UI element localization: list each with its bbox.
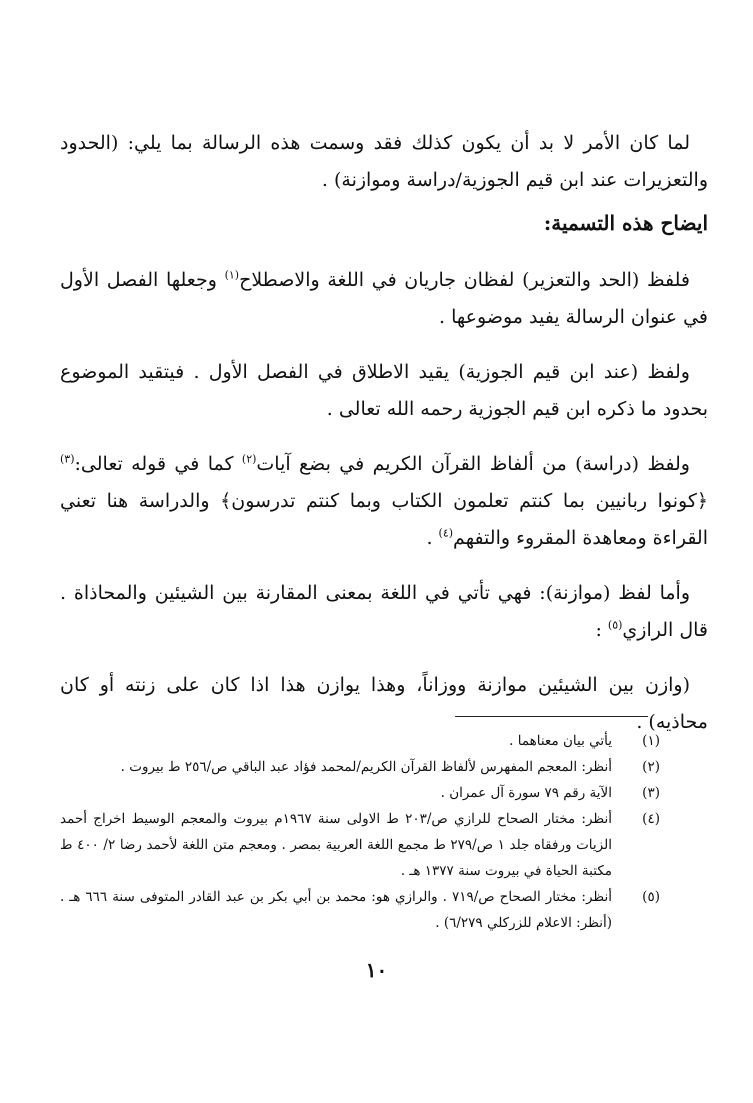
hadd-text-a: فلفظ (الحد والتعزير) لفظان جاريان في اللغة والاصطلاح — [239, 269, 690, 291]
footnote-number: (٣) — [642, 785, 660, 801]
footnotes — [60, 728, 660, 936]
footnote-5 — [60, 884, 660, 936]
hadd-text-b: وجعلها الفصل الأول في عنوان الرسالة يفيد موضوعها . — [60, 269, 708, 328]
ibn-qayyim-paragraph — [60, 354, 708, 428]
footnote-4 — [60, 806, 660, 884]
footnote-ref-5[interactable]: (٥) — [607, 618, 623, 632]
footnote-number: (٢) — [642, 759, 660, 775]
footnote-1 — [60, 728, 660, 754]
dirasa-paragraph — [60, 446, 708, 557]
dirasa-text-d: . — [426, 527, 439, 549]
footnote-text: الآية رقم ٧٩ سورة آل عمران . — [440, 785, 612, 801]
footnote-number: (٥) — [642, 889, 660, 905]
footnote-ref-2[interactable]: (٢) — [241, 452, 257, 466]
muwazana-text-b: : — [595, 619, 608, 641]
footnote-ref-1[interactable]: (١) — [224, 268, 240, 282]
hadd-paragraph — [60, 262, 708, 336]
footnote-ref-4[interactable]: (٤) — [438, 526, 454, 540]
muwazana-paragraph — [60, 575, 708, 649]
dirasa-text-c: ﴿كونوا ربانيين بما كنتم تعلمون الكتاب وبما كنتم تدرسون﴾ والدراسة هنا تعني القراءة ومعاهدة المقروء والتفهم — [60, 490, 708, 549]
footnote-ref-3[interactable]: (٣) — [60, 452, 75, 466]
footnote-number: (٤) — [642, 811, 660, 827]
footnote-text: أنظر: المعجم المفهرس لألفاظ القرآن الكريم/لمحمد فؤاد عبد الباقي ص/٢٥٦ ط بيروت . — [120, 759, 612, 775]
section-heading — [60, 205, 708, 242]
section-heading-text: ايضاح هذه التسمية: — [543, 211, 708, 235]
main-text — [60, 125, 708, 759]
muwazana-text-a: وأما لفظ (موازنة): فهي تأتي في اللغة بمعنى المقارنة بين الشيئين والمحاذاة . قال الرازي — [60, 582, 708, 641]
dirasa-text-a: ولفظ (دراسة) من ألفاظ القرآن الكريم في بضع آيات — [256, 453, 690, 475]
footnote-number: (١) — [642, 733, 660, 749]
intro-text: لما كان الأمر لا بد أن يكون كذلك فقد وسمت هذه الرسالة بما يلي: (الحدود والتعزيرات عند ابن قيم الجوزية/دراسة وموازنة) . — [60, 132, 708, 191]
page-number: ١٠ — [365, 958, 388, 982]
ibn-qayyim-text: ولفظ (عند ابن قيم الجوزية) يقيد الاطلاق في الفصل الأول . فيتقيد الموضوع بحدود ما ذكره ابن قيم الجوزية رحمه الله تعالى . — [60, 361, 708, 420]
footnote-divider — [455, 716, 648, 717]
intro-paragraph — [60, 125, 708, 199]
footnote-text: أنظر: مختار الصحاح ص/٧١٩ . والرازي هو: محمد بن أبي بكر بن عبد القادر المتوفى سنة ٦٦٦ هـ . (أنظر: الاعلام للزركلي ٦/٢٧٩) . — [60, 889, 612, 931]
footnote-text: يأتي بيان معناهما . — [509, 733, 612, 749]
razi-quote-text: (وازن بين الشيئين موازنة ووزاناً، وهذا يوازن هذا اذا كان على زنته أو كان محاذيه) . — [60, 674, 708, 733]
dirasa-text-b: كما في قوله تعالى: — [74, 453, 242, 475]
footnote-text: أنظر: مختار الصحاح للرازي ص/٢٠٣ ط الاولى سنة ١٩٦٧م بيروت والمعجم الوسيط اخراج أحمد الزيات ورفقاه جلد ١ ص/٢٧٩ ط مجمع اللغة العربية بمصر . ومعجم متن اللغة لأحمد رضا ٢/ ٤٠٠ ط مكتبة الحياة في بيروت سنة ١٣٧٧ هـ . — [60, 811, 612, 879]
footnote-3 — [60, 780, 660, 806]
footnote-2 — [60, 754, 660, 780]
